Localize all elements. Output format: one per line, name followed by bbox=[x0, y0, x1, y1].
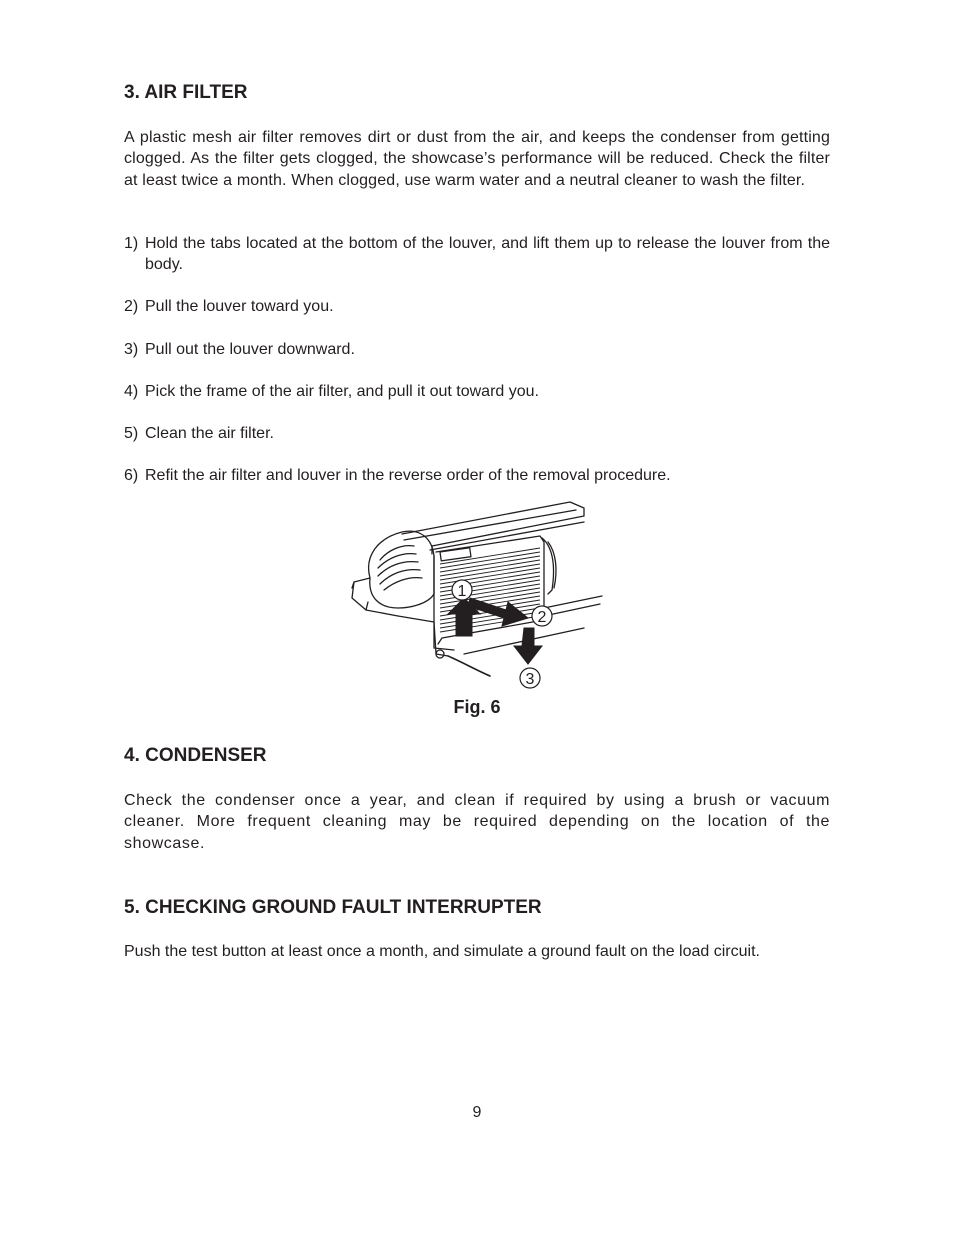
page-number: 9 bbox=[472, 1104, 482, 1121]
callout-1: 1 bbox=[457, 583, 467, 600]
callout-3: 3 bbox=[525, 671, 535, 688]
step-text: Clean the air filter. bbox=[145, 425, 274, 442]
condenser-body: Check the condenser once a year, and clean if required by using a brush or vacuum cleaner. More frequent cleaning may be required depending on the location of the showcase. bbox=[124, 792, 830, 852]
step-text: Hold the tabs located at the bottom of the louver, and lift them up to release the louver from the body. bbox=[145, 235, 830, 274]
louver-removal-illustration bbox=[344, 498, 606, 694]
gfi-body: Push the test button at least once a month, and simulate a ground fault on the load circuit. bbox=[124, 943, 760, 960]
figure-caption: Fig. 6 bbox=[453, 697, 501, 717]
step-text: Pick the frame of the air filter, and pull it out toward you. bbox=[145, 383, 539, 400]
step-text: Pull the louver toward you. bbox=[145, 298, 334, 315]
section-heading-condenser: 4. CONDENSER bbox=[124, 745, 267, 766]
end-cap bbox=[369, 531, 434, 608]
air-filter-intro: A plastic mesh air filter removes dirt or dust from the air, and keeps the condenser from getting clogged. As the filter gets clogged, the showcase’s performance will be reduced. Check the filter at least twice a month. When clogged, use warm water and a neutral cleaner to wash the filter. bbox=[124, 129, 830, 189]
power-cord bbox=[448, 656, 490, 676]
step-number: 1) bbox=[124, 235, 139, 252]
step-4 bbox=[124, 381, 830, 402]
step-number: 2) bbox=[124, 298, 139, 315]
arrow-down-icon bbox=[514, 628, 542, 664]
step-5 bbox=[124, 423, 830, 444]
step-text: Refit the air filter and louver in the reverse order of the removal procedure. bbox=[145, 467, 671, 484]
showcase-drawing bbox=[344, 498, 606, 694]
step-number: 6) bbox=[124, 467, 139, 484]
step-3 bbox=[124, 339, 830, 360]
section-heading-gfi: 5. CHECKING GROUND FAULT INTERRUPTER bbox=[124, 897, 542, 918]
step-6 bbox=[124, 465, 830, 486]
step-number: 5) bbox=[124, 425, 139, 442]
body-top-edge bbox=[404, 510, 576, 540]
step-2 bbox=[124, 296, 830, 317]
body-lower-rail bbox=[430, 522, 584, 550]
callout-2: 2 bbox=[537, 609, 547, 626]
step-number: 4) bbox=[124, 383, 139, 400]
louver-badge bbox=[440, 548, 471, 561]
step-number: 3) bbox=[124, 341, 139, 358]
step-1 bbox=[124, 233, 830, 276]
section-heading-air-filter: 3. AIR FILTER bbox=[124, 82, 248, 103]
step-text: Pull out the louver downward. bbox=[145, 341, 355, 358]
